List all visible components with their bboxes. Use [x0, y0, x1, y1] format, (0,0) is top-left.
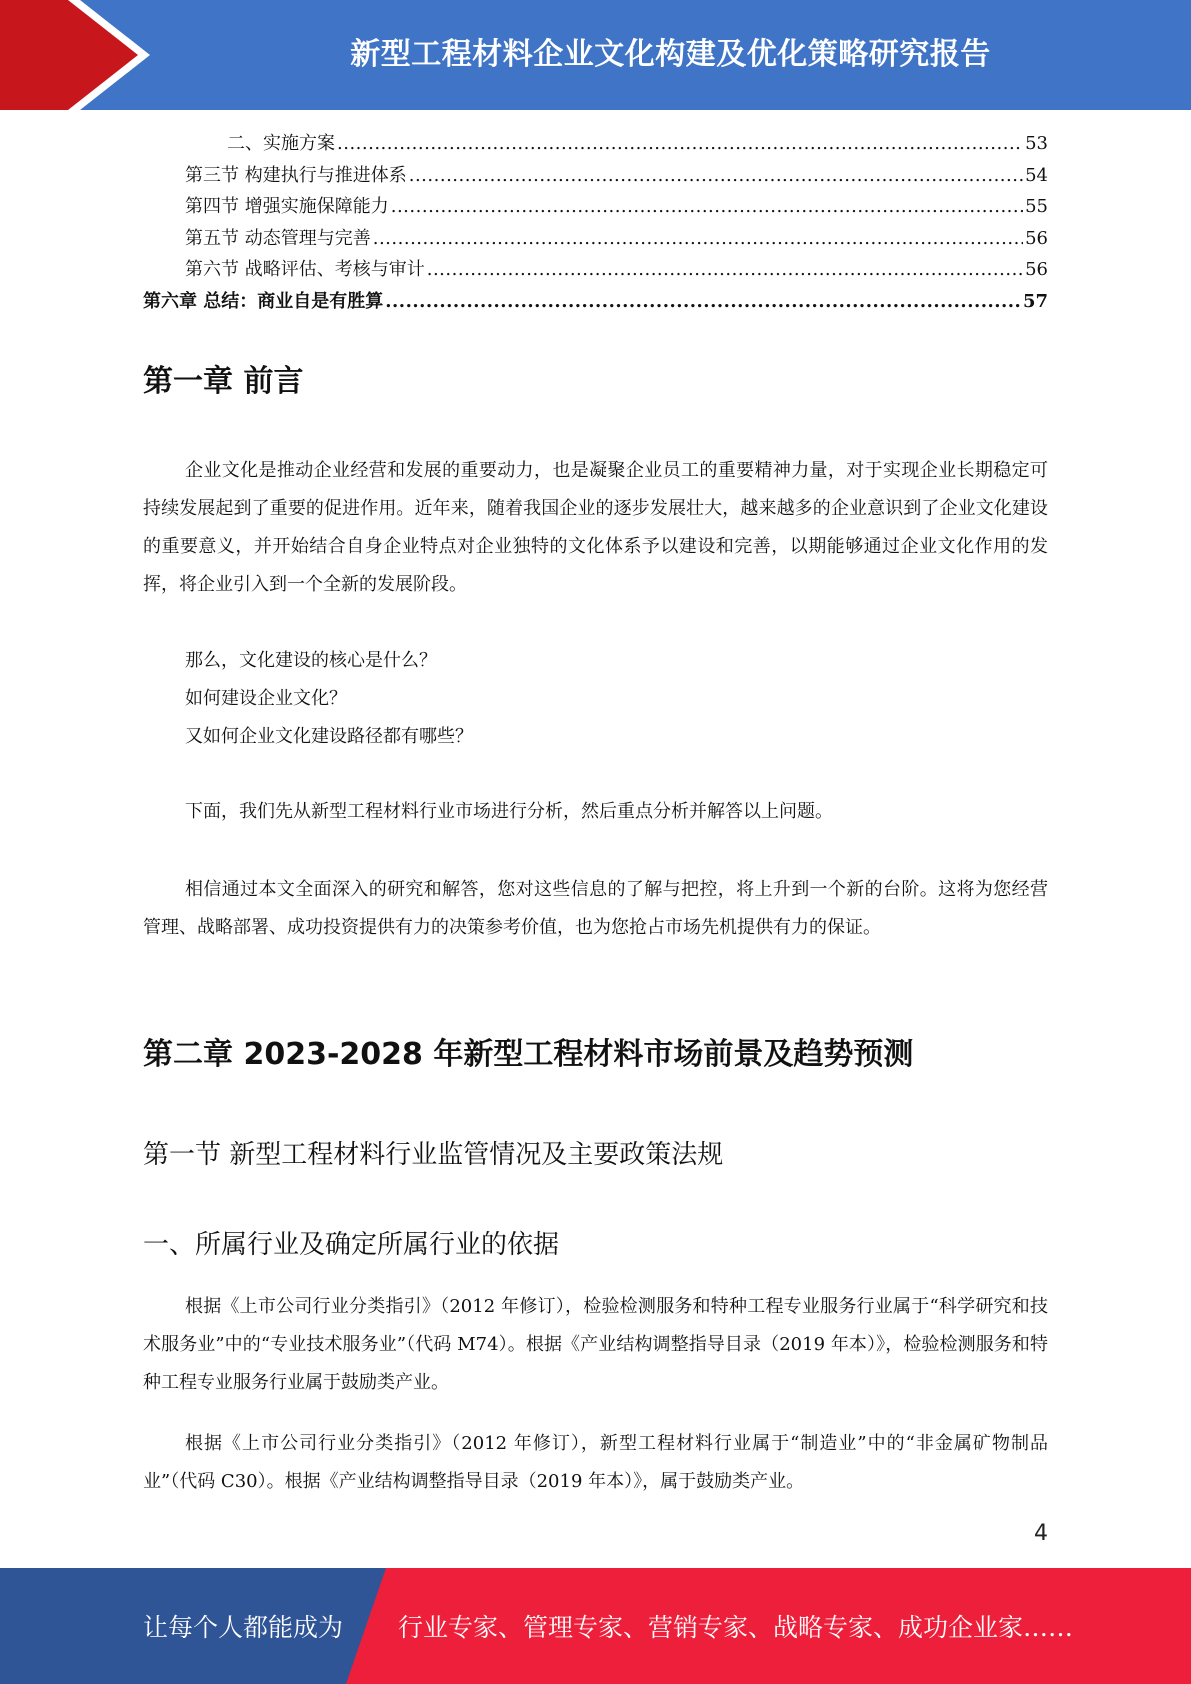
- toc-leader-dots: [373, 223, 1023, 255]
- chapter1-paragraph: 下面，我们先从新型工程材料行业市场进行分析，然后重点分析并解答以上问题。: [185, 801, 833, 822]
- toc-entry-title: 第三节 构建执行与推进体系: [185, 164, 407, 186]
- toc-entry-title: 二、实施方案: [227, 133, 335, 154]
- toc-entry[interactable]: [143, 191, 1048, 223]
- page-number: 4: [1034, 1521, 1048, 1546]
- chapter1-title: 第一章 前言: [143, 364, 304, 399]
- chapter1-intro: [143, 452, 1048, 604]
- toc-entry[interactable]: [143, 160, 1048, 192]
- chapter1-heading-block: [143, 356, 1048, 400]
- footer-banner: [0, 1568, 1191, 1684]
- toc-entry-page: 55: [1025, 196, 1048, 217]
- chapter1-transition: [143, 793, 1048, 831]
- subsection1-paragraph: 根据《上市公司行业分类指引》（2012 年修订），检验检测服务和特种工程专业服务行业属于“科学研究和技术服务业”中的“专业技术服务业”（代码 M74）。根据《产业结构调整指导目录（2019 年本）》，检验检测服务和特种工程专业服务行业属于鼓励类产业。: [143, 1296, 1048, 1393]
- chapter1-questions: [143, 642, 1048, 756]
- section1-heading-block: [143, 1134, 1048, 1171]
- toc-entry-page: 56: [1025, 259, 1048, 280]
- header-arrow-icon: [0, 0, 138, 110]
- toc-entry-page: 57: [1022, 290, 1048, 312]
- report-title: 新型工程材料企业文化构建及优化策略研究报告: [350, 37, 991, 72]
- toc-entry-page: 53: [1025, 133, 1048, 154]
- toc-leader-dots: [391, 191, 1023, 223]
- chapter1-conclusion: [143, 871, 1048, 947]
- header-banner: [0, 0, 1191, 110]
- toc-entry-title: 第四节 增强实施保障能力: [185, 196, 389, 217]
- question-line: 如何建设企业文化？: [185, 688, 347, 709]
- toc-leader-dots: [427, 254, 1023, 286]
- question-line: 又如何企业文化建设路径都有哪些？: [185, 726, 473, 747]
- subsection1-body-2: [143, 1425, 1048, 1501]
- toc-leader-dots: [337, 128, 1023, 160]
- toc-entry[interactable]: [143, 254, 1048, 286]
- chapter1-paragraph: 相信通过本文全面深入的研究和解答，您对这些信息的了解与把控，将上升到一个新的台阶。这将为您经营管理、战略部署、成功投资提供有力的决策参考价值，也为您抢占市场先机提供有力的保证。: [143, 879, 1048, 938]
- footer-slogan-left: 让每个人都能成为: [143, 1613, 344, 1642]
- toc-entry[interactable]: [143, 223, 1048, 255]
- toc-entry-title: 第六章 总结：商业自是有胜算: [143, 290, 384, 312]
- chapter2-heading-block: [143, 1029, 1048, 1073]
- chapter2-title: 第二章 2023-2028 年新型工程材料市场前景及趋势预测: [143, 1037, 914, 1072]
- toc-entry-page: 54: [1025, 164, 1048, 186]
- subsection1-paragraph: 根据《上市公司行业分类指引》（2012 年修订），新型工程材料行业属于“制造业”中的“非金属矿物制品业”（代码 C30）。根据《产业结构调整指导目录（2019 年本）》，属于鼓励类产业。: [143, 1433, 1048, 1492]
- toc-leader-dots: [409, 160, 1023, 192]
- chapter1-paragraph: 企业文化是推动企业经营和发展的重要动力，也是凝聚企业员工的重要精神力量，对于实现企业长期稳定可持续发展起到了重要的促进作用。近年来，随着我国企业的逐步发展壮大，越来越多的企业意识到了企业文化建设的重要意义，并开始结合自身企业特点对企业独特的文化体系予以建设和完善，以期能够通过企业文化作用的发挥，将企业引入到一个全新的发展阶段。: [143, 460, 1048, 595]
- toc-entry-title: 第六节 战略评估、考核与审计: [185, 259, 425, 280]
- footer-slogan-right: 行业专家、管理专家、营销专家、战略专家、成功企业家……: [398, 1613, 1074, 1642]
- toc-entry[interactable]: [143, 286, 1048, 318]
- subsection1-title: 一、所属行业及确定所属行业的依据: [143, 1230, 560, 1260]
- subsection1-body: [143, 1288, 1048, 1402]
- toc-entry-page: 56: [1025, 227, 1048, 249]
- table-of-contents: [143, 128, 1048, 317]
- subsection1-heading-block: [143, 1224, 1048, 1261]
- section1-title: 第一节 新型工程材料行业监管情况及主要政策法规: [143, 1140, 724, 1170]
- question-line: 那么，文化建设的核心是什么？: [185, 650, 437, 671]
- toc-leader-dots: [385, 286, 1021, 318]
- toc-entry[interactable]: [143, 128, 1048, 160]
- toc-entry-title: 第五节 动态管理与完善: [185, 227, 371, 249]
